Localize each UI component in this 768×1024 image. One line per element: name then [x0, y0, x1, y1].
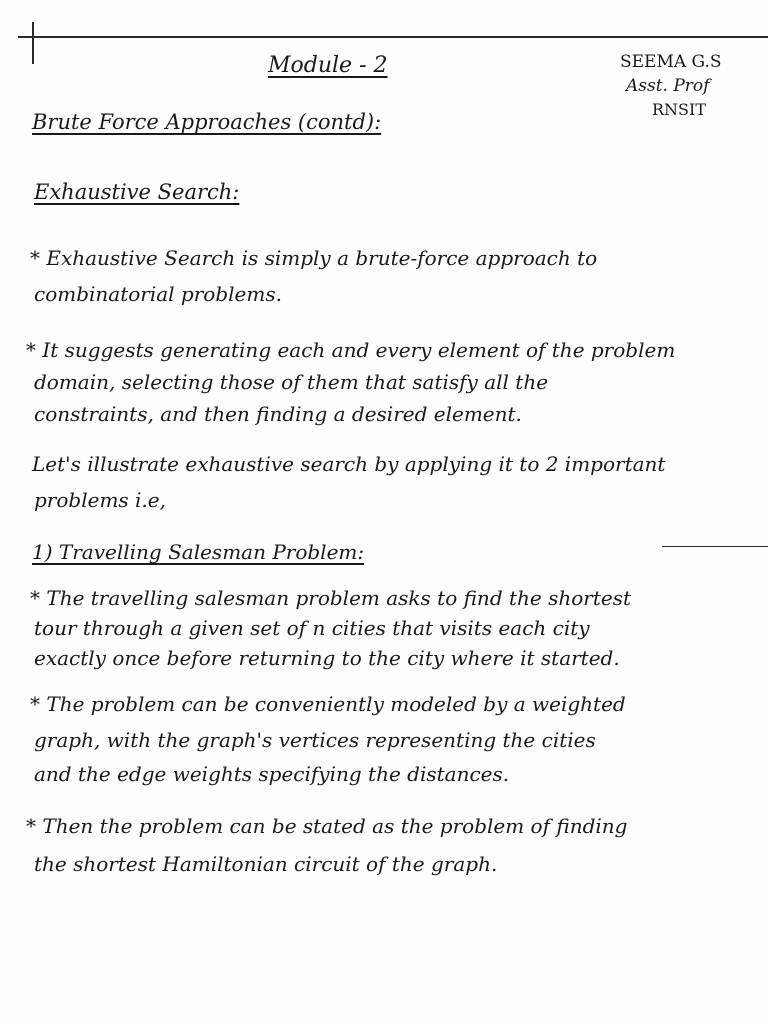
tsp-b3-line-1: * Then the problem can be stated as the problem of finding [26, 814, 628, 838]
p1-line-1: * Exhaustive Search is simply a brute-force approach to [30, 246, 598, 270]
section-title: Brute Force Approaches (contd): [32, 110, 382, 134]
module-title: Module - 2 [268, 53, 388, 78]
author-name: SEEMA G.S [620, 52, 722, 72]
tsp-b3-line-2: the shortest Hamiltonian circuit of the graph. [34, 852, 498, 876]
author-designation: Asst. Prof [626, 76, 710, 96]
binder-mark [32, 22, 34, 64]
p3-line-1: Let's illustrate exhaustive search by applying it to 2 important [32, 452, 666, 476]
p1-line-2: combinatorial problems. [34, 282, 282, 306]
tsp-heading: 1) Travelling Salesman Problem: [32, 540, 365, 564]
page-top-rule [18, 36, 768, 38]
tsp-b2-line-3: and the edge weights specifying the distances. [34, 762, 510, 786]
p2-line-1: * It suggests generating each and every element of the problem [26, 338, 676, 362]
tsp-b2-line-1: * The problem can be conveniently modeled by a weighted [30, 692, 626, 716]
tsp-b1-line-3: exactly once before returning to the city where it started. [34, 646, 620, 670]
subsection-title: Exhaustive Search: [34, 180, 240, 204]
tsp-b1-line-1: * The travelling salesman problem asks to find the shortest [30, 586, 632, 610]
tsp-b2-line-2: graph, with the graph's vertices representing the cities [34, 728, 596, 752]
margin-dash [662, 546, 768, 547]
author-institute: RNSIT [652, 100, 706, 119]
p2-line-3: constraints, and then finding a desired element. [34, 402, 522, 426]
p3-line-2: problems i.e, [34, 488, 166, 512]
tsp-b1-line-2: tour through a given set of n cities that visits each city [34, 616, 590, 640]
p2-line-2: domain, selecting those of them that satisfy all the [34, 370, 549, 394]
